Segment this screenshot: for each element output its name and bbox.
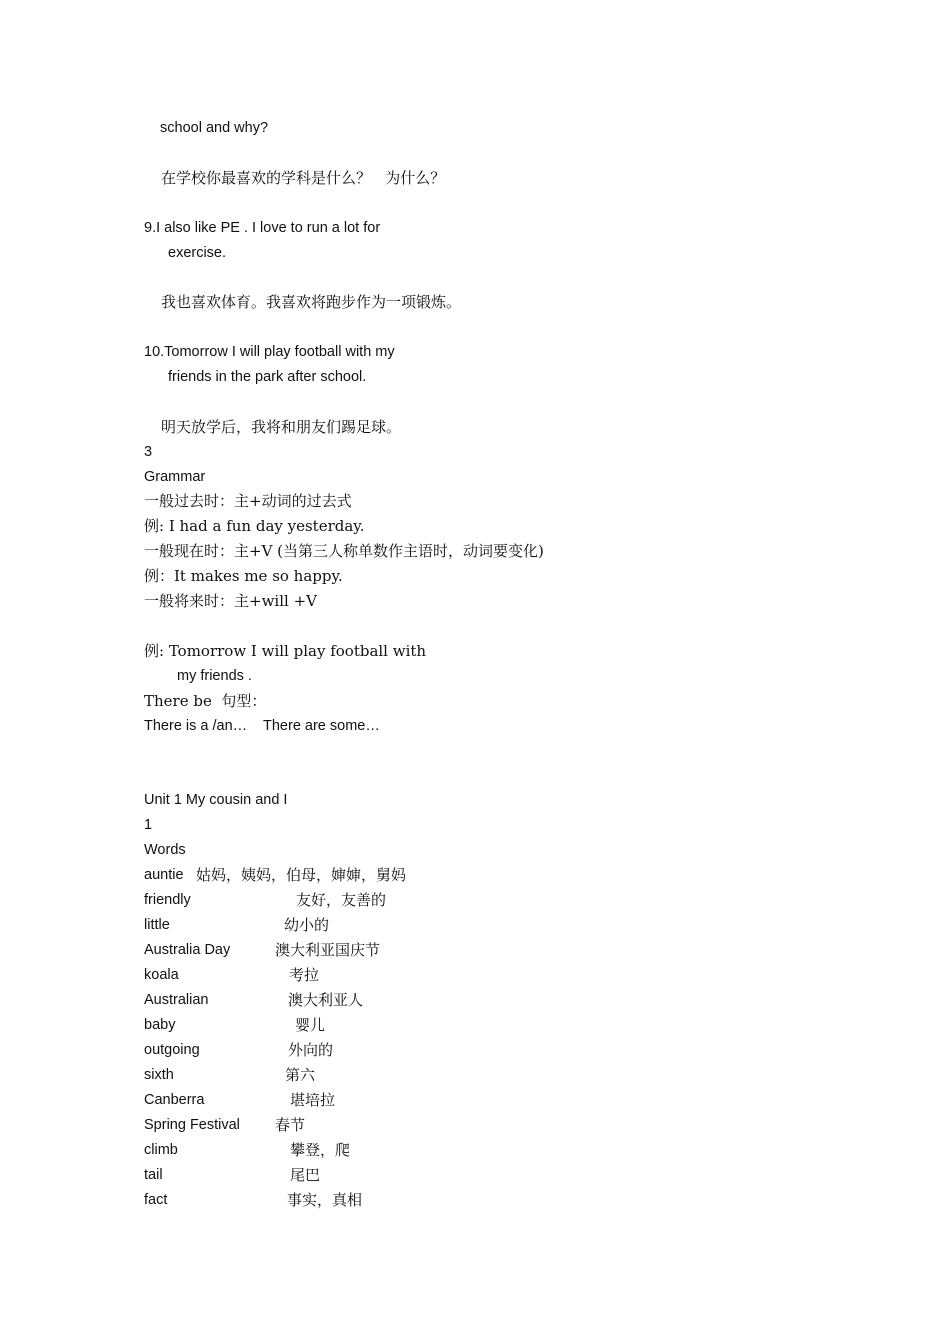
grammar-heading: Grammar xyxy=(144,469,206,485)
word-en: Canberra xyxy=(144,1092,205,1108)
unit-title: Unit 1 My cousin and I xyxy=(144,792,288,808)
section-number: 3 xyxy=(144,444,153,460)
unit-section-number: 1 xyxy=(144,817,153,833)
there-be-heading: There be 句型： xyxy=(144,692,267,710)
grammar-future-example-line-2: my friends . xyxy=(177,668,252,684)
grammar-future-tense: 一般将来时：主+will +V xyxy=(144,592,317,610)
grammar-present-example: 例：It makes me so happy. xyxy=(144,567,343,585)
word-en: sixth xyxy=(144,1067,174,1083)
word-cn: 第六 xyxy=(285,1066,316,1084)
word-cn: 考拉 xyxy=(289,966,320,984)
q10-chinese: 明天放学后，我将和朋友们踢足球。 xyxy=(161,418,402,436)
word-en: Australian xyxy=(144,992,209,1008)
word-en: climb xyxy=(144,1142,178,1158)
grammar-past-tense: 一般过去时：主+动词的过去式 xyxy=(144,492,352,510)
word-cn: 姑妈，姨妈，伯母，婶婶，舅妈 xyxy=(196,866,407,884)
word-cn: 婴儿 xyxy=(295,1016,326,1034)
word-cn: 尾巴 xyxy=(290,1166,321,1184)
word-en: Australia Day xyxy=(144,942,231,958)
word-en: friendly xyxy=(144,892,191,908)
q10-english-line-2: friends in the park after school. xyxy=(168,369,367,385)
word-en: tail xyxy=(144,1167,163,1183)
q10-english-line-1: 10.Tomorrow I will play football with my xyxy=(144,344,395,360)
word-en: baby xyxy=(144,1017,176,1033)
q8-english-continued: school and why? xyxy=(160,120,269,136)
q9-english-line-1: 9.I also like PE . I love to run a lot for xyxy=(144,220,381,236)
word-en: little xyxy=(144,917,170,933)
word-en: auntie xyxy=(144,867,184,883)
q8-chinese: 在学校你最喜欢的学科是什么？ 为什么？ xyxy=(161,169,446,187)
q9-chinese: 我也喜欢体育。我喜欢将跑步作为一项锻炼。 xyxy=(161,293,462,311)
grammar-present-tense: 一般现在时：主+V (当第三人称单数作主语时，动词要变化) xyxy=(144,542,544,560)
grammar-future-example-line-1: 例: Tomorrow I will play football with xyxy=(144,642,427,660)
word-cn: 澳大利亚人 xyxy=(288,991,364,1009)
word-cn: 春节 xyxy=(275,1116,306,1134)
grammar-past-example: 例: I had a fun day yesterday. xyxy=(144,517,365,535)
word-en: koala xyxy=(144,967,179,983)
word-cn: 事实，真相 xyxy=(287,1191,363,1209)
word-cn: 幼小的 xyxy=(284,916,330,934)
word-cn: 堪培拉 xyxy=(290,1091,336,1109)
q9-english-line-2: exercise. xyxy=(168,245,227,261)
word-cn: 外向的 xyxy=(288,1041,334,1059)
words-heading: Words xyxy=(144,842,186,858)
word-cn: 友好，友善的 xyxy=(296,891,387,909)
word-cn: 攀登，爬 xyxy=(290,1141,351,1159)
word-en: outgoing xyxy=(144,1042,200,1058)
word-en: Spring Festival xyxy=(144,1117,240,1133)
word-en: fact xyxy=(144,1192,168,1208)
word-cn: 澳大利亚国庆节 xyxy=(275,941,381,959)
there-be-example: There is a /an… There are some… xyxy=(144,718,380,734)
